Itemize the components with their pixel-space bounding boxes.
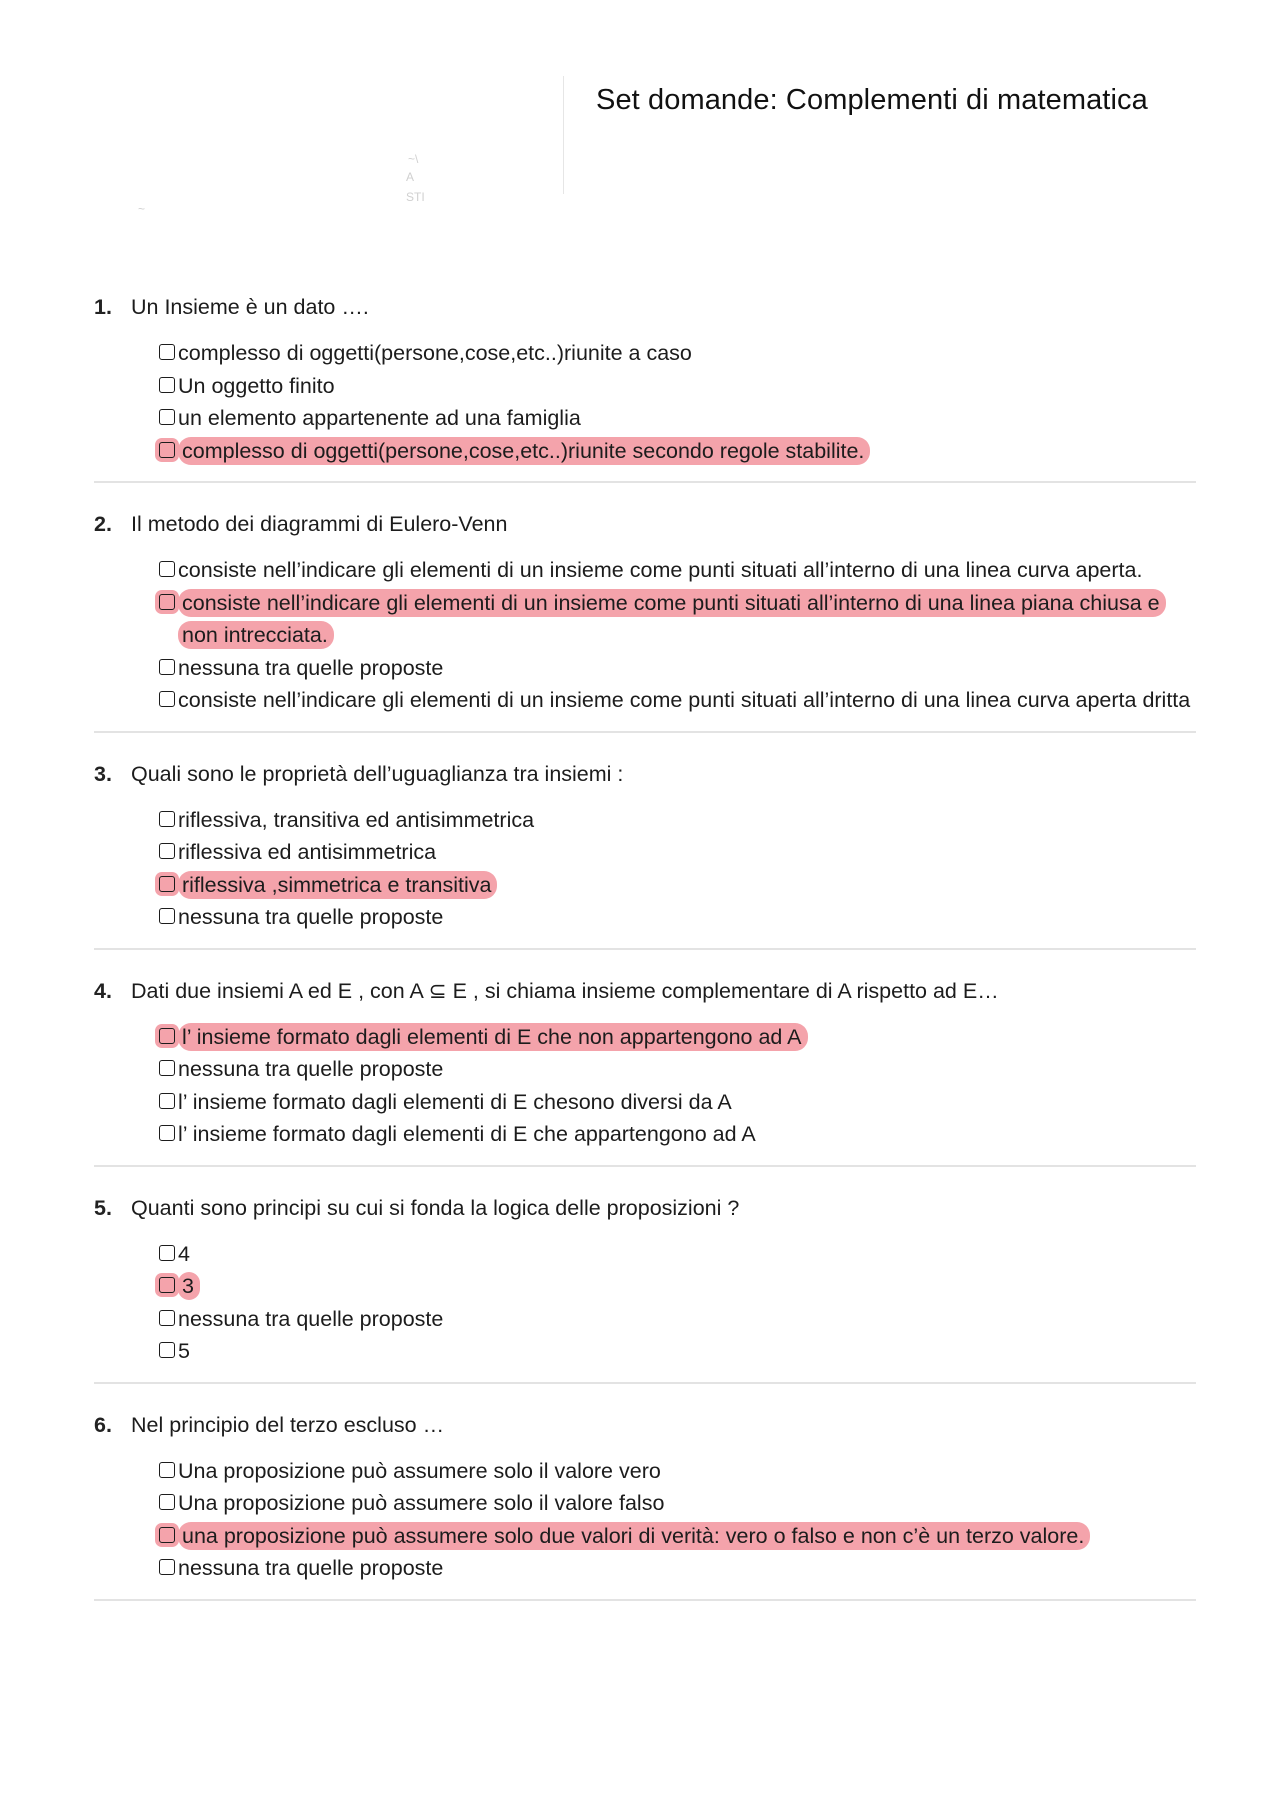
answer-text: riflessiva ed antisimmetrica	[178, 840, 437, 864]
question-block	[94, 1193, 1196, 1384]
page-header	[0, 0, 1280, 230]
option-label	[178, 684, 1196, 717]
header-divider	[563, 76, 564, 194]
answer-text: consiste nell’indicare gli elementi di un insieme come punti situati all’interno di una linea curva aperta.	[178, 558, 1143, 582]
option-label	[178, 1118, 1196, 1151]
logo-mark: ~\	[408, 152, 419, 166]
checkbox[interactable]	[159, 1245, 175, 1261]
question-text: Nel principio del terzo escluso …	[131, 1412, 445, 1437]
answer-text: nessuna tra quelle proposte	[178, 1306, 444, 1331]
answer-options	[158, 1021, 1196, 1151]
checkbox[interactable]	[159, 409, 175, 425]
answer-text: un elemento appartenente ad una famiglia	[178, 406, 581, 430]
answer-options	[158, 337, 1196, 467]
option-label	[178, 1086, 1196, 1119]
answer-option-highlighted[interactable]	[158, 435, 1196, 468]
option-label	[178, 836, 1196, 869]
answer-option[interactable]	[158, 402, 1196, 435]
answer-options	[158, 1455, 1196, 1585]
logo-mark: STI	[406, 190, 425, 204]
option-label	[178, 1270, 1196, 1303]
answer-option[interactable]	[158, 804, 1196, 837]
answer-option[interactable]	[158, 1238, 1196, 1271]
logo-mark: A	[406, 170, 415, 184]
checkbox[interactable]	[159, 1060, 175, 1076]
answer-option[interactable]	[158, 1487, 1196, 1520]
highlighted-answer-text: una proposizione può assumere solo due valori di verità: vero o falso e non c’è un terzo valore.	[178, 1522, 1090, 1550]
checkbox[interactable]	[159, 344, 175, 360]
answer-options	[158, 1238, 1196, 1368]
logo-mark: ~	[138, 202, 146, 216]
checkbox[interactable]	[159, 1125, 175, 1141]
answer-text: nessuna tra quelle proposte	[178, 905, 444, 929]
answer-option-highlighted[interactable]	[158, 587, 1196, 652]
answer-option[interactable]	[158, 652, 1196, 685]
answer-option-highlighted[interactable]	[158, 1520, 1196, 1553]
checkbox[interactable]	[159, 1093, 175, 1109]
option-label	[178, 435, 1196, 468]
highlighted-answer-text: l’ insieme formato dagli elementi di E che non appartengono ad A	[178, 1023, 808, 1051]
checkbox[interactable]	[159, 1310, 175, 1326]
option-label	[178, 587, 1196, 652]
highlighted-answer-text: riflessiva ,simmetrica e transitiva	[178, 871, 497, 899]
answer-option[interactable]	[158, 836, 1196, 869]
checkbox[interactable]	[159, 594, 175, 610]
question-block	[94, 976, 1196, 1167]
option-label	[178, 1455, 1196, 1488]
checkbox[interactable]	[159, 1277, 175, 1293]
question-number: 3.	[94, 761, 112, 786]
question-number: 2.	[94, 512, 112, 536]
answer-option[interactable]	[158, 554, 1196, 587]
checkbox[interactable]	[159, 1028, 175, 1044]
option-label	[178, 337, 1196, 370]
option-label	[178, 1238, 1196, 1271]
question-block	[94, 292, 1196, 483]
option-label	[178, 1520, 1196, 1553]
question-number: 5.	[94, 1195, 112, 1220]
answer-text: 5	[178, 1339, 190, 1363]
answer-option[interactable]	[158, 337, 1196, 370]
question-number: 6.	[94, 1412, 112, 1437]
option-label	[178, 869, 1196, 902]
question-heading	[94, 509, 1196, 539]
question-list	[94, 292, 1196, 1627]
question-block	[94, 759, 1196, 950]
question-block	[94, 1410, 1196, 1601]
answer-option[interactable]	[158, 1552, 1196, 1585]
answer-option[interactable]	[158, 1335, 1196, 1368]
answer-text: nessuna tra quelle proposte	[178, 655, 444, 680]
option-label	[178, 901, 1196, 934]
answer-text: consiste nell’indicare gli elementi di un insieme come punti situati all’interno di una linea curva aperta dritta	[178, 688, 1191, 712]
question-text: Un Insieme è un dato ….	[131, 295, 369, 319]
answer-option[interactable]	[158, 370, 1196, 403]
answer-option[interactable]	[158, 1086, 1196, 1119]
answer-options	[158, 554, 1196, 717]
highlighted-answer-text: complesso di oggetti(persone,cose,etc..)riunite secondo regole stabilite.	[178, 437, 870, 465]
answer-text: l’ insieme formato dagli elementi di E chesono diversi da A	[178, 1089, 732, 1114]
highlighted-answer-text: consiste nell’indicare gli elementi di un insieme come punti situati all’interno di una linea piana chiusa e non intrecciata.	[178, 589, 1166, 650]
answer-option[interactable]	[158, 1118, 1196, 1151]
answer-text: nessuna tra quelle proposte	[178, 1057, 444, 1081]
answer-option[interactable]	[158, 684, 1196, 717]
answer-text: Una proposizione può assumere solo il valore falso	[178, 1491, 665, 1515]
answer-option-highlighted[interactable]	[158, 869, 1196, 902]
question-heading	[94, 292, 1196, 322]
option-label	[178, 554, 1196, 587]
answer-text: l’ insieme formato dagli elementi di E che appartengono ad A	[178, 1122, 756, 1146]
checkbox[interactable]	[159, 377, 175, 393]
answer-option-highlighted[interactable]	[158, 1270, 1196, 1303]
answer-text: 4	[178, 1241, 190, 1266]
question-text: Quanti sono principi su cui si fonda la logica delle proposizioni ?	[131, 1195, 740, 1220]
question-heading	[94, 1410, 1196, 1440]
checkbox[interactable]	[159, 442, 175, 458]
checkbox[interactable]	[159, 843, 175, 859]
option-label	[178, 804, 1196, 837]
option-label	[178, 370, 1196, 403]
checkbox[interactable]	[159, 1342, 175, 1358]
checkbox[interactable]	[159, 876, 175, 892]
question-heading	[94, 1193, 1196, 1223]
answer-option[interactable]	[158, 901, 1196, 934]
answer-text: nessuna tra quelle proposte	[178, 1556, 444, 1580]
answer-text: complesso di oggetti(persone,cose,etc..)riunite a caso	[178, 341, 692, 365]
checkbox[interactable]	[159, 561, 175, 577]
answer-option[interactable]	[158, 1053, 1196, 1086]
option-label	[178, 652, 1196, 685]
option-label	[178, 1021, 1196, 1054]
highlighted-answer-text: 3	[178, 1272, 200, 1300]
checkbox[interactable]	[159, 659, 175, 675]
checkbox[interactable]	[159, 1494, 175, 1510]
page-title: Set domande: Complementi di matematica	[596, 84, 1148, 116]
option-label	[178, 1053, 1196, 1086]
question-block	[94, 509, 1196, 733]
option-label	[178, 1335, 1196, 1368]
checkbox[interactable]	[159, 1462, 175, 1478]
checkbox[interactable]	[159, 908, 175, 924]
question-number: 1.	[94, 295, 112, 319]
option-label	[178, 402, 1196, 435]
checkbox[interactable]	[159, 691, 175, 707]
question-text: Il metodo dei diagrammi di Eulero-Venn	[131, 512, 508, 536]
answer-options	[158, 804, 1196, 934]
answer-option-highlighted[interactable]	[158, 1021, 1196, 1054]
answer-option[interactable]	[158, 1303, 1196, 1336]
option-label	[178, 1303, 1196, 1336]
faded-logo	[130, 130, 450, 230]
option-label	[178, 1487, 1196, 1520]
answer-text: Una proposizione può assumere solo il valore vero	[178, 1458, 661, 1483]
checkbox[interactable]	[159, 1559, 175, 1575]
checkbox[interactable]	[159, 811, 175, 827]
option-label	[178, 1552, 1196, 1585]
answer-text: Un oggetto finito	[178, 373, 335, 398]
answer-option[interactable]	[158, 1455, 1196, 1488]
question-text: Quali sono le proprietà dell’uguaglianza tra insiemi :	[131, 761, 624, 786]
answer-text: riflessiva, transitiva ed antisimmetrica	[178, 807, 535, 832]
checkbox[interactable]	[159, 1527, 175, 1543]
question-heading	[94, 759, 1196, 789]
question-text: Dati due insiemi A ed E , con A ⊆ E , si chiama insieme complementare di A rispetto ad E…	[131, 978, 999, 1003]
question-number: 4.	[94, 978, 112, 1003]
question-heading	[94, 976, 1196, 1006]
